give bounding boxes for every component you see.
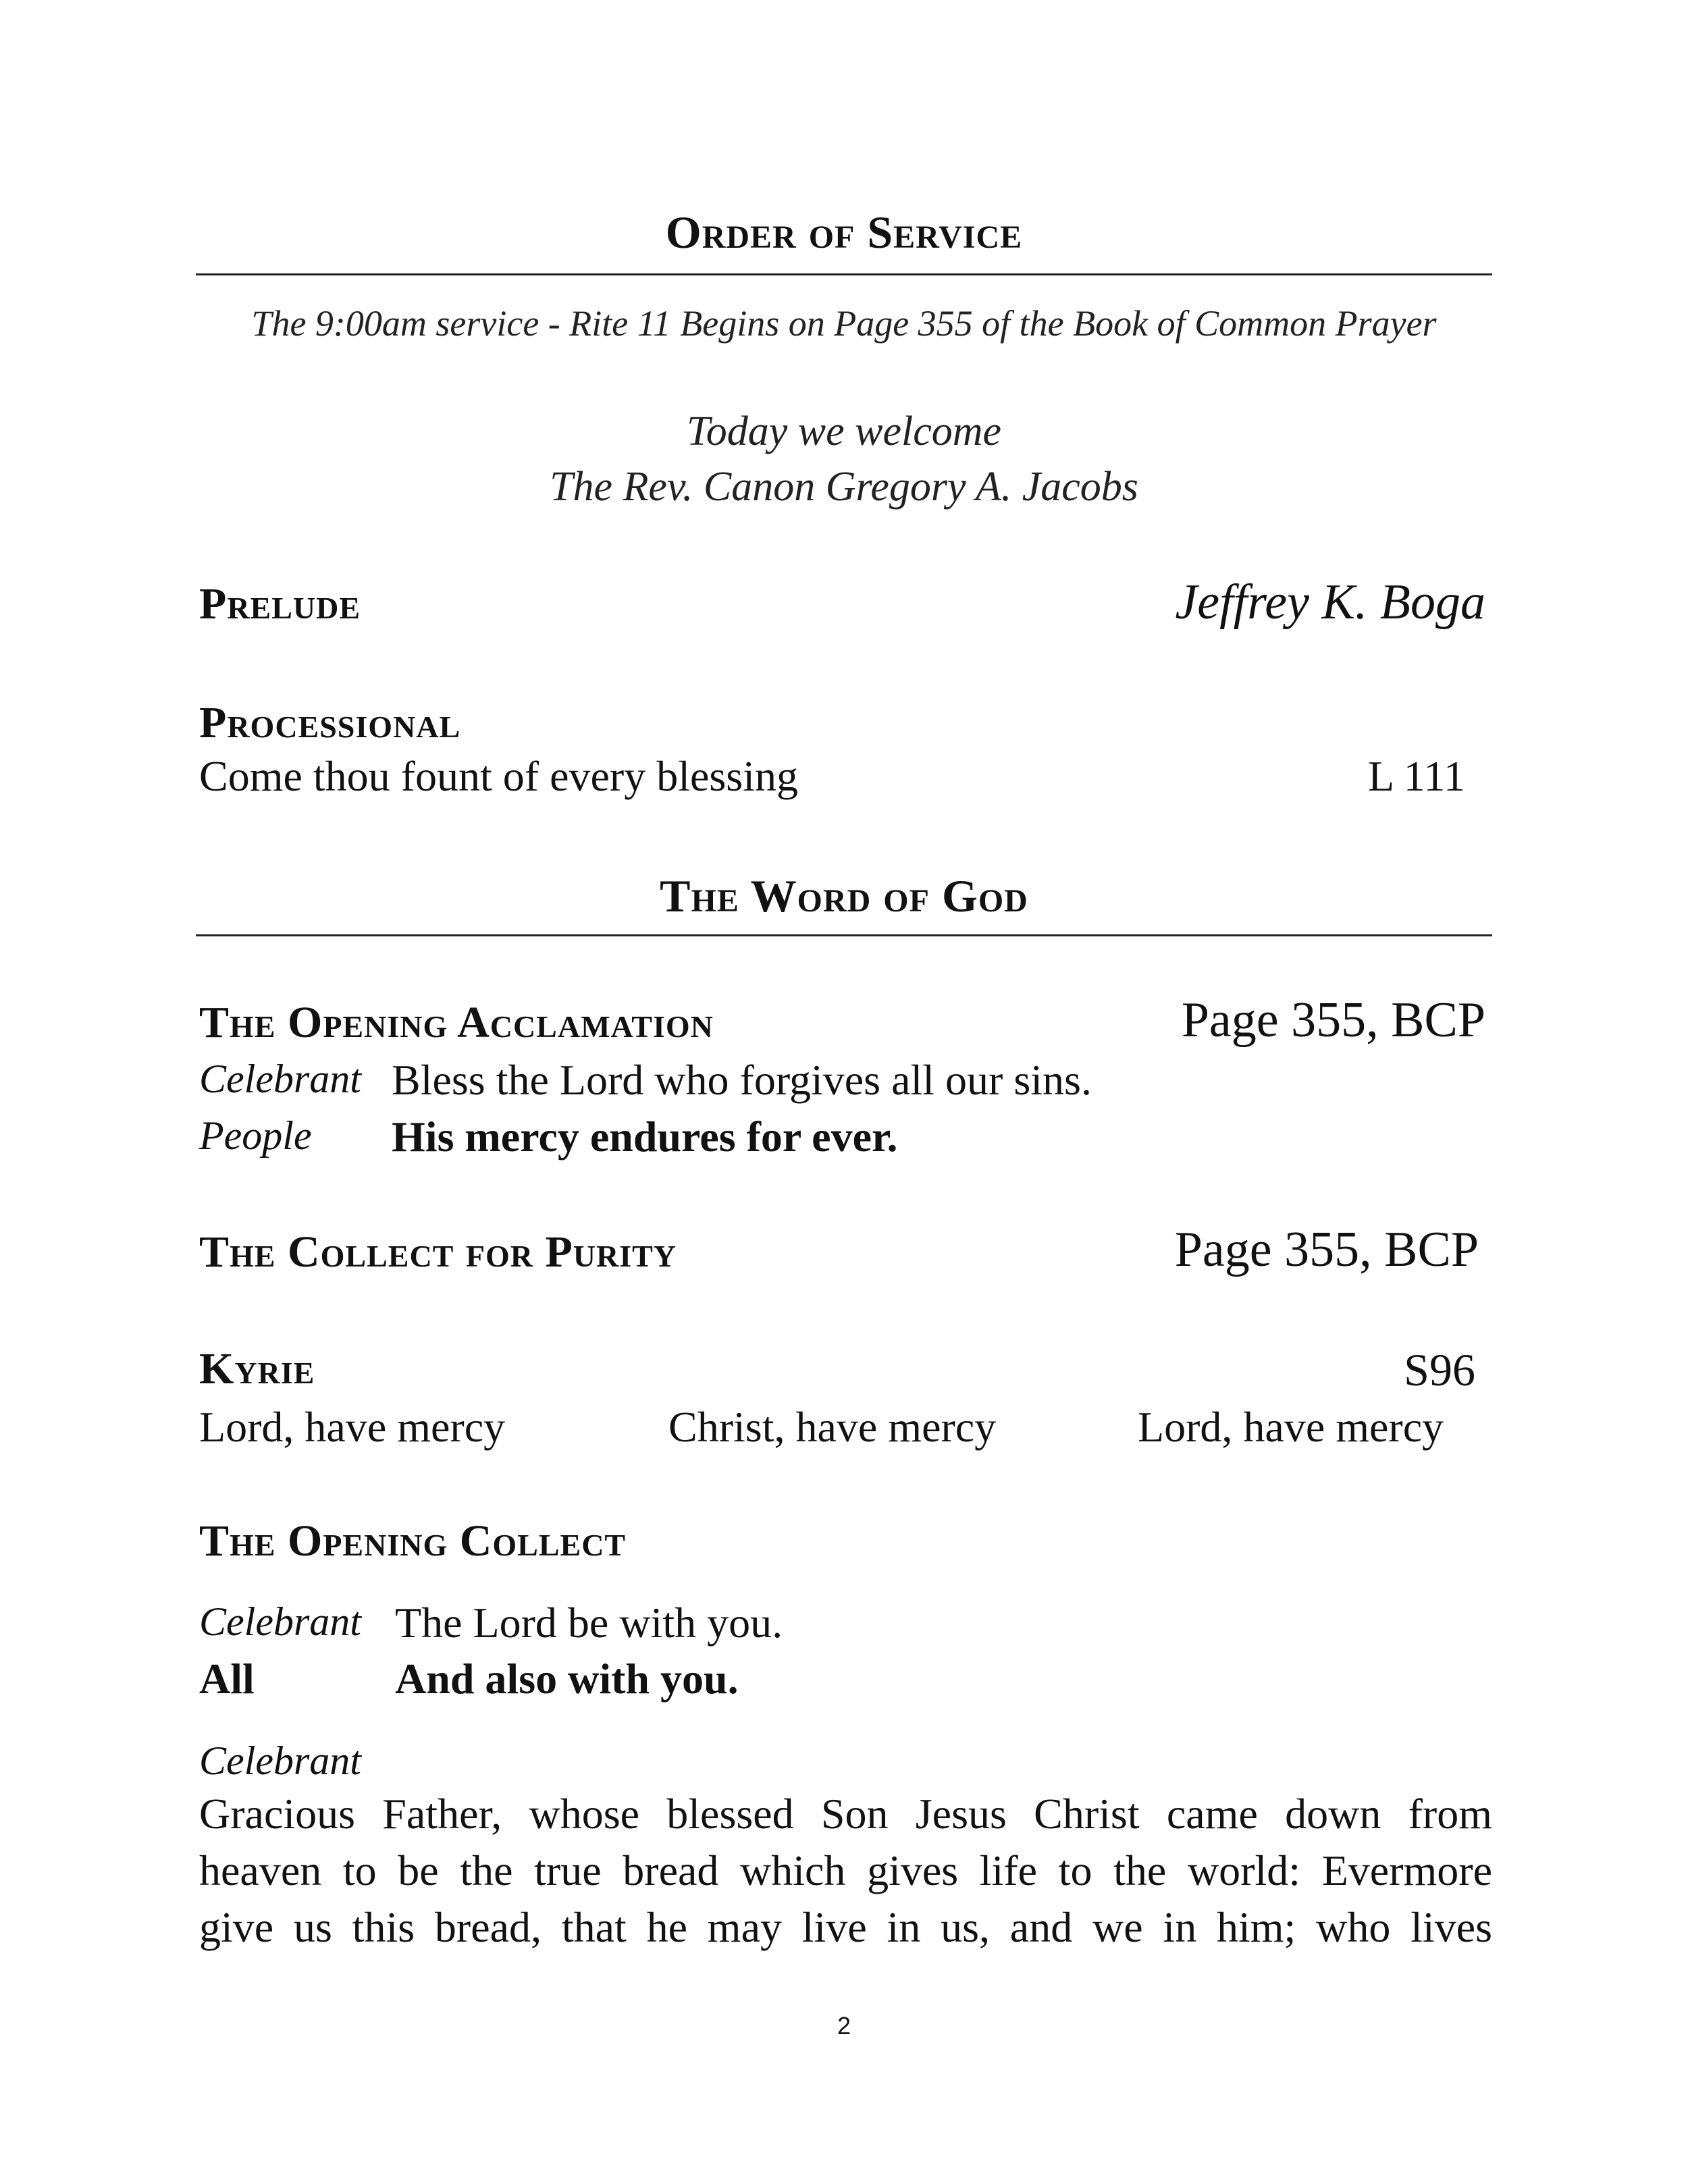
processional-label: Processional <box>199 698 461 747</box>
celebrant-role: Celebrant <box>199 1599 361 1644</box>
word-of-god-heading: The Word of God <box>660 870 1028 922</box>
prayer-line: give us this bread, that he may live in us, and we in him; who lives <box>199 1903 1492 1951</box>
celebrant-text: The Lord be with you. <box>395 1599 783 1647</box>
heading-divider <box>196 273 1492 275</box>
guest-name: The Rev. Canon Gregory A. Jacobs <box>550 464 1138 510</box>
opening-collect-label: The Opening Collect <box>199 1516 627 1566</box>
welcome-line: Today we welcome <box>686 408 1002 454</box>
opening-acclamation-label: The Opening Acclamation <box>199 998 714 1047</box>
opening-acclamation-reference: Page 355, BCP <box>1181 992 1485 1048</box>
prelude-performer: Jeffrey K. Boga <box>1175 575 1485 630</box>
all-role: All <box>199 1655 255 1703</box>
prayer-line: heaven to be the true bread which gives life to the world: Evermore <box>199 1846 1492 1894</box>
word-of-god-divider <box>196 934 1492 936</box>
processional-hymn: Come thou fount of every blessing <box>199 752 798 800</box>
collect-for-purity-reference: Page 355, BCP <box>1174 1222 1479 1277</box>
kyrie-number: S96 <box>1404 1344 1475 1395</box>
kyrie-response: Christ, have mercy <box>668 1403 997 1451</box>
prelude-label: Prelude <box>199 579 361 629</box>
prayer-role: Celebrant <box>199 1738 361 1783</box>
kyrie-response: Lord, have mercy <box>1138 1403 1444 1451</box>
people-role: People <box>199 1113 312 1158</box>
prayer-line: Gracious Father, whose blessed Son Jesus Christ came down from <box>199 1790 1492 1838</box>
service-note: The 9:00am service - Rite 11 Begins on Page 355 of the Book of Common Prayer <box>251 303 1437 344</box>
collect-for-purity-label: The Collect for Purity <box>199 1227 677 1277</box>
collect-prayer <box>199 1786 1492 1956</box>
celebrant-text: Bless the Lord who forgives all our sins. <box>392 1056 1092 1104</box>
all-text: And also with you. <box>395 1655 739 1703</box>
celebrant-role: Celebrant <box>199 1057 361 1101</box>
processional-number: L 111 <box>1368 752 1465 800</box>
kyrie-label: Kyrie <box>199 1344 315 1393</box>
people-text: His mercy endures for ever. <box>392 1113 898 1161</box>
kyrie-response: Lord, have mercy <box>199 1403 506 1451</box>
page-number: 2 <box>837 2012 851 2040</box>
order-of-service-heading: Order of Service <box>665 207 1023 258</box>
